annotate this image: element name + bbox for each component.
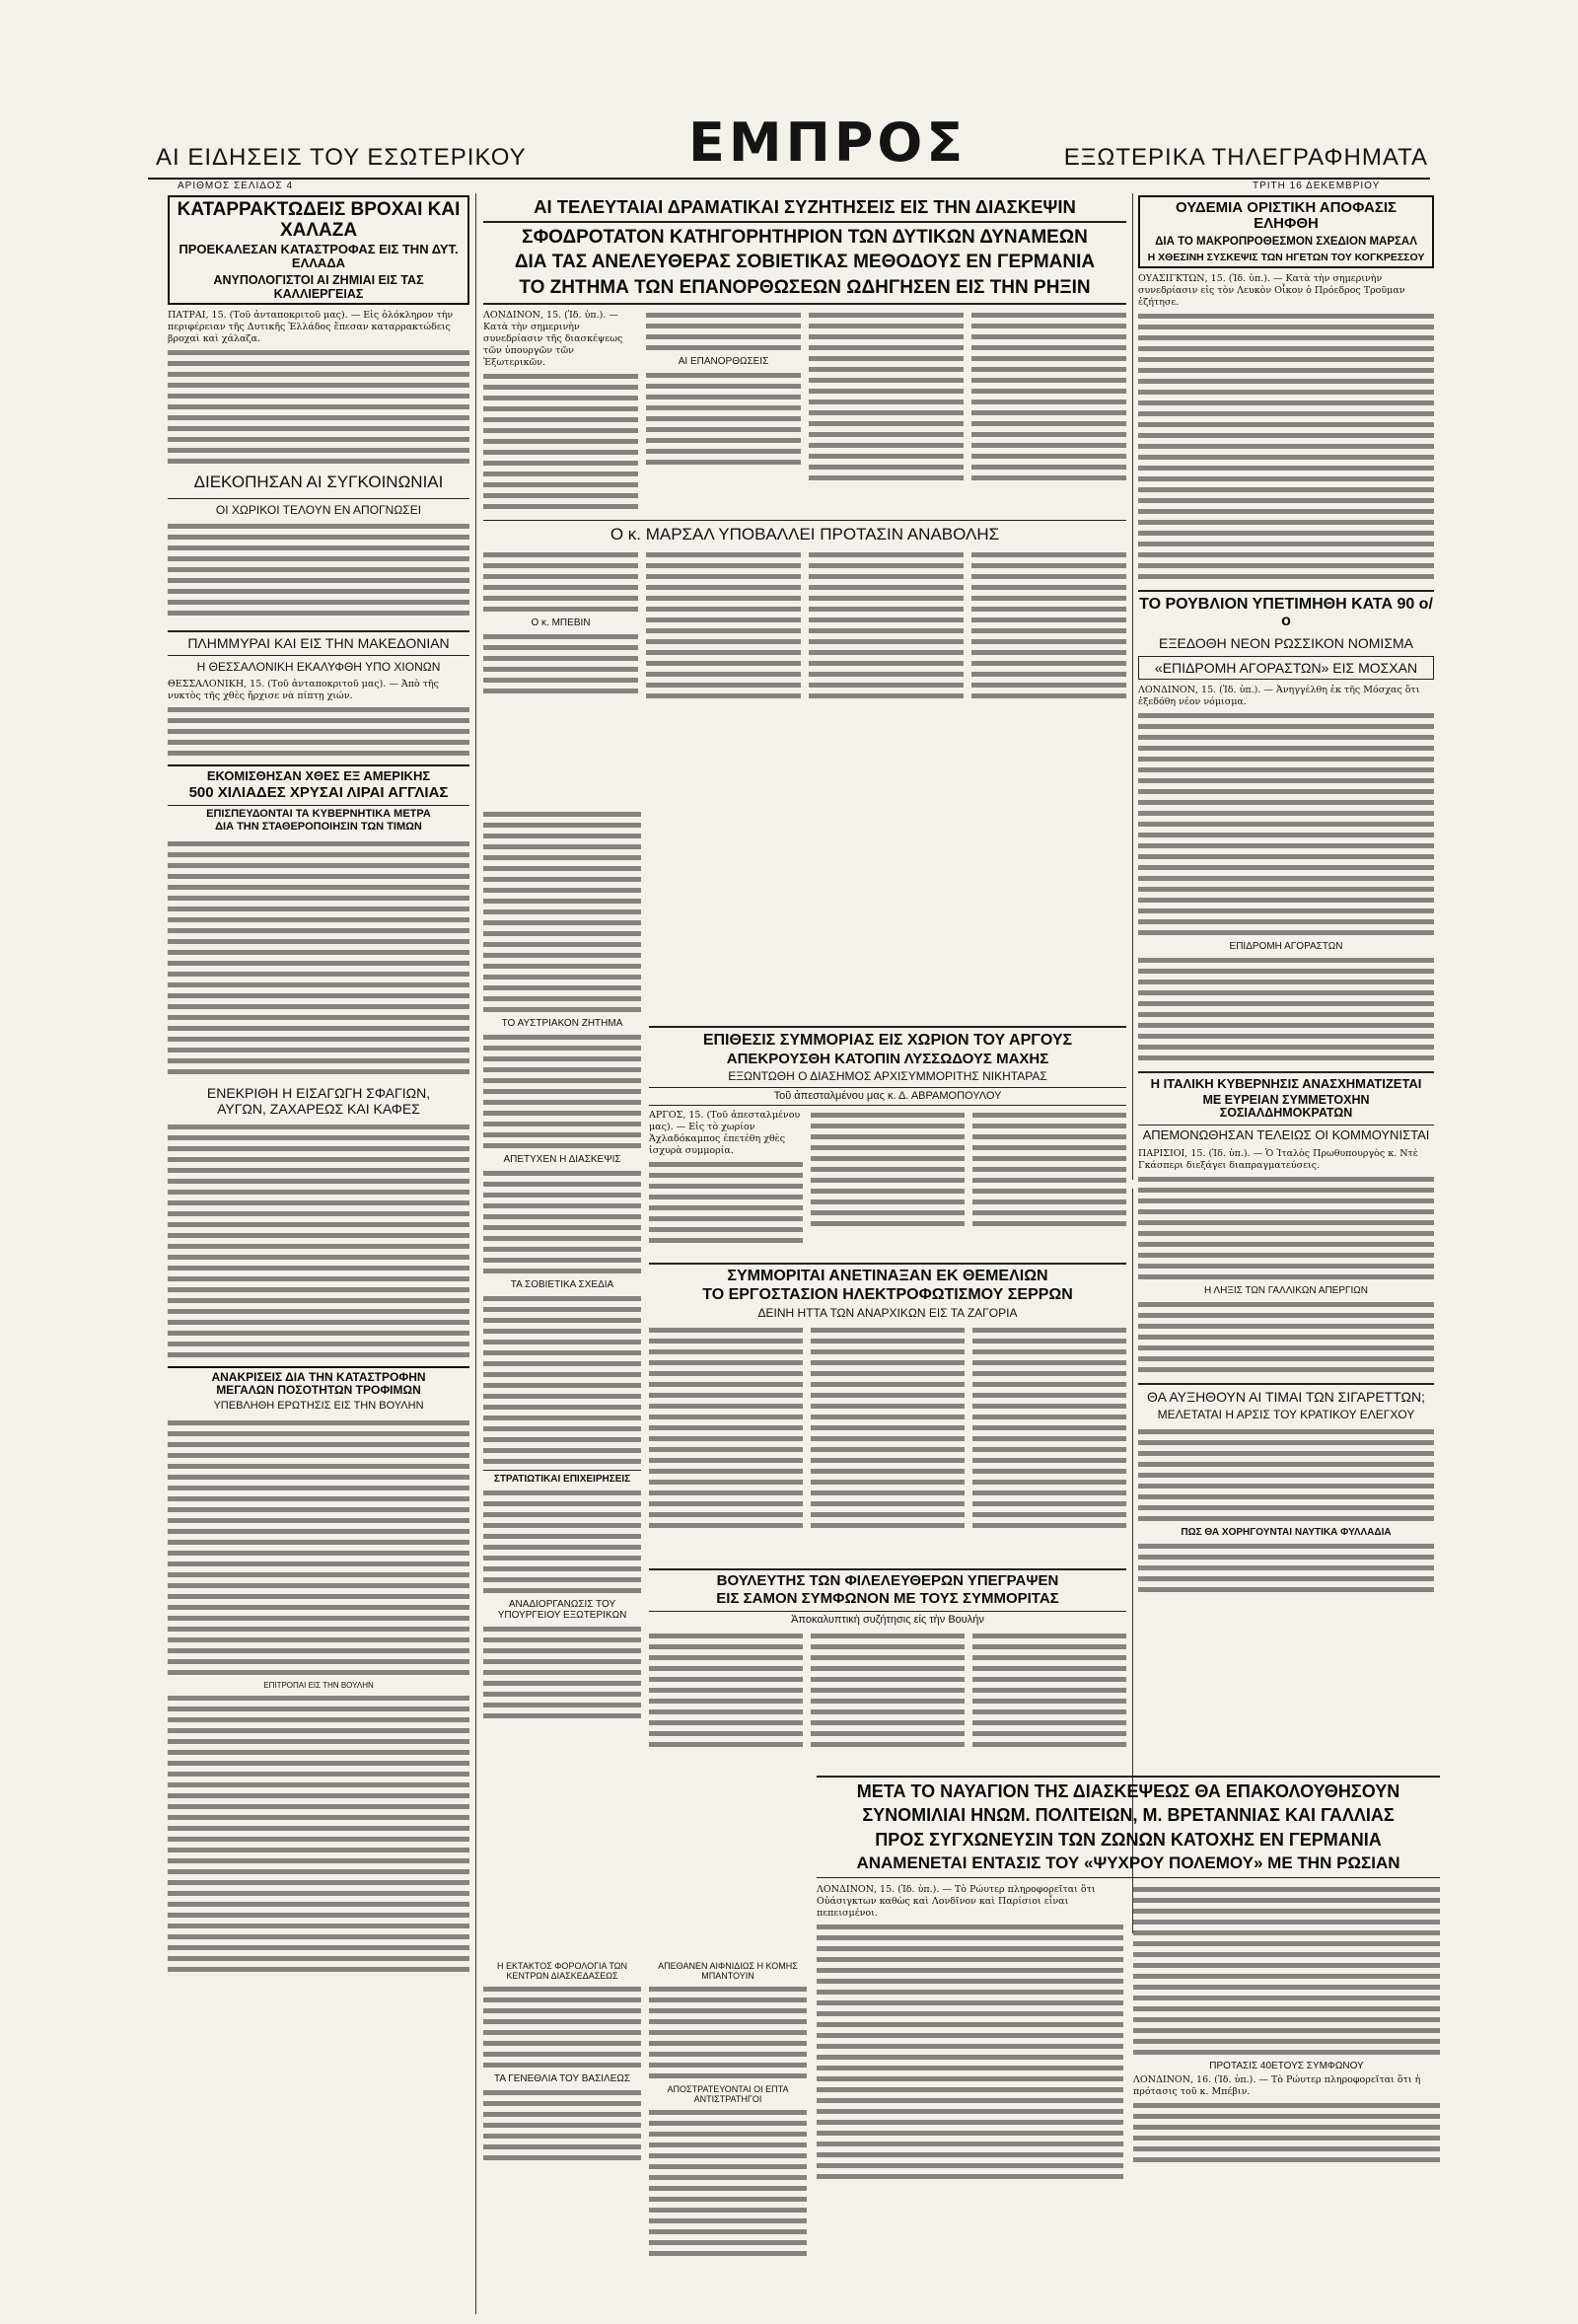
- serres-body-1: [649, 1325, 803, 1531]
- storm-lead: ΠΑΤΡΑΙ, 15. (Τοῦ ἀνταποκριτοῦ μας). — Εἰς ὁλόκληρον τὴν περιφέρειαν τῆς Δυτικῆς Ἑλλάδος ἔπεσαν καταρρακτώδεις βροχαὶ καὶ χάλαζα.: [168, 310, 454, 345]
- serres-col-3: [972, 1325, 1126, 1531]
- deputy-col-3: [972, 1631, 1126, 1750]
- food-headline-2: ΜΕΓΑΛΩΝ ΠΟΣΟΤΗΤΩΝ ΤΡΟΦΙΜΩΝ: [216, 1383, 421, 1398]
- aftermath-headline: ΜΕΤΑ ΤΟ ΝΑΥΑΓΙΟΝ ΤΗΣ ΔΙΑΣΚΕΨΕΩΣ ΘΑ ΕΠΑΚΟΛΟΥΘΗΣΟΥΝ: [817, 1776, 1440, 1801]
- aftermath-columns: [817, 1884, 1440, 2182]
- gold-body: [168, 838, 469, 1077]
- page-number: ΑΡΙΘΜΟΣ ΣΕΛΙΔΟΣ 4: [178, 181, 294, 191]
- deputy-col-1: [649, 1631, 803, 1750]
- argos-lead: ΑΡΓΟΣ, 15. (Τοῦ ἀπεσταλμένου μας). — Εἰς τὸ χωρίον Ἀχλαδόκαμπος ἐπετέθη χθὲς ἰσχυρὰ συμμορία.: [649, 1109, 801, 1156]
- argos-subheadline: ΑΠΕΚΡΟΥΣΘΗ ΚΑΤΟΠΙΝ ΛΥΣΣΩΔΟΥΣ ΜΑΧΗΣ: [726, 1051, 1049, 1068]
- marshall-col-2: [646, 549, 801, 702]
- deputy-columns: [649, 1631, 1126, 1750]
- failure-label: ΑΠΕΤΥΧΕΝ Η ΔΙΑΣΚΕΨΙΣ: [503, 1154, 621, 1165]
- argos-col-3: [972, 1110, 1126, 1246]
- volunteers-body: [649, 2107, 807, 2259]
- column-divider: [475, 193, 476, 2314]
- marshall-body-1: [483, 549, 638, 615]
- cigarette-subheadline: ΜΕΛΕΤΑΤΑΙ Η ΑΡΣΙΣ ΤΟΥ ΚΡΑΤΙΚΟΥ ΕΛΕΓΧΟΥ: [1157, 1407, 1415, 1421]
- buyers-body: [1138, 955, 1434, 1063]
- deputy-body-2: [811, 1631, 965, 1750]
- marshall-plan-subheadline-2: Η ΧΘΕΣΙΝΗ ΣΥΣΚΕΨΙΣ ΤΩΝ ΗΓΕΤΩΝ ΤΟΥ ΚΟΓΚΡΕΣΣΟΥ: [1147, 251, 1425, 263]
- marshall-plan-headline: ΟΥΔΕΜΙΑ ΟΡΙΣΤΙΚΗ ΑΠΟΦΑΣΙΣ ΕΛΗΦΘΗ: [1175, 199, 1398, 233]
- volunteers-label: ΑΠΟΣΤΡΑΤΕΥΟΝΤΑΙ ΟΙ ΕΠΤΑ ΑΝΤΙΣΤΡΑΤΗΓΟΙ: [667, 2084, 789, 2104]
- aftermath-lead: ΛΟΝΔΙΝΟΝ, 15. (Ἰδ. ὑπ.). — Τὸ Ρώυτερ πληροφορεῖται ὅτι Οὐάσιγκτων καθὼς καὶ Λονδῖνον καὶ Παρίσιοι εἶναι πεπεισμένοι.: [817, 1883, 1096, 1919]
- italy-subheadline: ΑΠΕΜΟΝΩΘΗΣΑΝ ΤΕΛΕΙΩΣ ΟΙ ΚΟΜΜΟΥΝΙΣΤΑΙ: [1138, 1125, 1434, 1143]
- italy-lead: ΠΑΡΙΣΙΟΙ, 15. (Ἰδ. ὑπ.). — Ὁ Ἰταλὸς Πρωθυπουργὸς κ. Ντὲ Γκάσπερι διεξάγει διαπραγματεύσεις.: [1138, 1147, 1418, 1171]
- serres-body-3: [972, 1325, 1126, 1531]
- ruble-body: [1138, 710, 1434, 938]
- argos-col-2: [811, 1110, 965, 1246]
- marshall-columns: [483, 549, 1126, 702]
- center-lower-strip: [483, 1958, 641, 2313]
- bourse-label: Η ΕΚΤΑΚΤΟΣ ΦΟΡΟΛΟΓΙΑ ΤΩΝ ΚΕΝΤΡΩΝ ΔΙΑΣΚΕΔΑΣΕΩΣ: [497, 1961, 627, 1981]
- storm-subheadline: ΠΡΟΕΚΑΛΕΣΑΝ ΚΑΤΑΣΤΡΟΦΑΣ ΕΙΣ ΤΗΝ ΔΥΤ. ΕΛΛΑΔΑ: [179, 242, 459, 271]
- proposals-label: ΠΡΟΤΑΣΙΣ 40ΕΤΟΥΣ ΣΥΜΦΩΝΟΥ: [1209, 2060, 1364, 2071]
- villagers-headline: ΟΙ ΧΩΡΙΚΟΙ ΤΕΛΟΥΝ ΕΝ ΑΠΟΓΝΩΣΕΙ: [168, 498, 469, 518]
- marshall-body-2: [483, 631, 638, 696]
- marshall-col-1: [483, 549, 638, 702]
- main-body-4: [809, 310, 964, 483]
- proposals-lead: ΛΟΝΔΙΝΟΝ, 16. (Ἰδ. ὑπ.). — Τὸ Ρώυτερ πληροφορεῖται ὅτι ἡ πρότασις τοῦ κ. Μπέβιν.: [1133, 2073, 1421, 2097]
- marshall-body-3: [646, 549, 801, 702]
- ruble-subheadline-2: «ΕΠΙΔΡΟΜΗ ΑΓΟΡΑΣΤΩΝ» ΕΙΣ ΜΟΣΧΑΝ: [1138, 656, 1434, 680]
- main-subheadline-3: ΤΟ ΖΗΤΗΜΑ ΤΩΝ ΕΠΑΝΟΡΘΩΣΕΩΝ ΩΔΗΓΗΣΕΝ ΕΙΣ ΤΗΝ ΡΗΞΙΝ: [483, 278, 1126, 305]
- buyers-label: ΕΠΙΔΡΟΜΗ ΑΓΟΡΑΣΤΩΝ: [1229, 940, 1343, 952]
- king-label: ΤΑ ΓΕΝΕΘΛΙΑ ΤΟΥ ΒΑΣΙΛΕΩΣ: [493, 2073, 631, 2084]
- cigarette-headline: ΘΑ ΑΥΞΗΘΟΥΝ ΑΙ ΤΙΜΑΙ ΤΩΝ ΣΙΓΑΡΕΤΤΩΝ;: [1138, 1383, 1434, 1405]
- deputy-body-3: [972, 1631, 1126, 1750]
- serres-subheadline: ΔΕΙΝΗ ΗΤΤΑ ΤΩΝ ΑΝΑΡΧΙΚΩΝ ΕΙΣ ΤΑ ΖΑΓΟΡΙΑ: [757, 1305, 1018, 1320]
- import-headline: ΕΝΕΚΡΙΘΗ Η ΕΙΣΑΓΩΓΗ ΣΦΑΓΙΩΝ,: [206, 1085, 431, 1102]
- argos-story: [649, 1026, 1126, 1258]
- navy-body: [1138, 1541, 1434, 1595]
- aftermath-headline-4: ΑΝΑΜΕΝΕΤΑΙ ΕΝΤΑΣΙΣ ΤΟΥ «ΨΥΧΡΟΥ ΠΟΛΕΜΟΥ» ΜΕ ΤΗΝ ΡΩΣΙΑΝ: [817, 1854, 1440, 1877]
- main-story: [483, 195, 1126, 807]
- military-body: [483, 1488, 641, 1596]
- serres-story: [649, 1263, 1126, 1559]
- deputy-headline: ΒΟΥΛΕΥΤΗΣ ΤΩΝ ΦΙΛΕΛΕΥΘΕΡΩΝ ΥΠΕΓΡΑΨΕΝ: [649, 1568, 1126, 1589]
- strike-label: Η ΛΗΞΙΣ ΤΩΝ ΓΑΛΛΙΚΩΝ ΑΠΕΡΓΙΩΝ: [1203, 1284, 1368, 1296]
- argos-byline: Τοῦ ἀπεσταλμένου μας κ. Δ. ΑΒΡΑΜΟΠΟΥΛΟΥ: [649, 1087, 1126, 1106]
- deputy-story: [649, 1568, 1126, 1766]
- gold-headline-2: 500 ΧΙΛΙΑΔΕΣ ΧΡΥΣΑΙ ΛΙΡΑΙ ΑΓΓΛΙΑΣ: [188, 784, 449, 802]
- storm-headline: ΚΑΤΑΡΡΑΚΤΩΔΕΙΣ ΒΡΟΧΑΙ ΚΑΙ ΧΑΛΑΖΑ: [177, 199, 461, 241]
- arrival-label: ΑΠΕΘΑΝΕΝ ΑΙΦΝΙΔΙΩΣ Η ΚΟΜΗΣ ΜΠΑΝΤΟΥΙΝ: [658, 1961, 798, 1981]
- food-headline: ΑΝΑΚΡΙΣΕΙΣ ΔΙΑ ΤΗΝ ΚΑΤΑΣΤΡΟΦΗΝ: [211, 1370, 426, 1385]
- serres-columns: [649, 1325, 1126, 1531]
- aftermath-story: [817, 1776, 1440, 2313]
- soviet-body: [483, 1293, 641, 1467]
- serres-body-2: [811, 1325, 965, 1531]
- marshall-col-3: [809, 549, 964, 702]
- comms-body: [168, 521, 469, 618]
- masthead-rule: [148, 178, 1430, 180]
- deputy-headline-2: ΕΙΣ ΣΑΜΟΝ ΣΥΜΦΩΝΟΝ ΜΕ ΤΟΥΣ ΣΥΜΜΟΡΙΤΑΣ: [716, 1590, 1059, 1608]
- import-headline-2: ΑΥΓΩΝ, ΖΑΧΑΡΕΩΣ ΚΑΙ ΚΑΦΕΣ: [217, 1101, 420, 1118]
- serres-headline: ΣΥΜΜΟΡΙΤΑΙ ΑΝΕΤΙΝΑΞΑΝ ΕΚ ΘΕΜΕΛΙΩΝ: [649, 1263, 1126, 1284]
- argos-col-1: [649, 1110, 803, 1246]
- right-column: [1138, 195, 1434, 1774]
- committees-label: ΕΠΙΤΡΟΠΑΙ ΕΙΣ ΤΗΝ ΒΟΥΛΗΝ: [263, 1681, 374, 1691]
- marshall-headline: Ο κ. ΜΑΡΣΑΛ ΥΠΟΒΑΛΛΕΙ ΠΡΟΤΑΣΙΝ ΑΝΑΒΟΛΗΣ: [483, 520, 1126, 545]
- newspaper-logo: ΕΜΠΡΟΣ: [688, 111, 968, 174]
- king-body: [483, 2087, 641, 2163]
- aftermath-body-1: [817, 1922, 1123, 2182]
- marshall-body-4: [809, 549, 964, 702]
- marshall-plan-headline-box: [1138, 195, 1434, 268]
- main-lead: ΛΟΝΔΙΝΟΝ, 15. (Ἰδ. ὑπ.). — Κατὰ τὴν σημερινὴν συνεδρίασιν τῆς διασκέψεως τῶν ὑπουργῶν τῶν Ἐξωτερικῶν.: [483, 309, 623, 368]
- section-title-foreign: ΕΞΩΤΕΡΙΚΑ ΤΗΛΕΓΡΑΦΗΜΑΤΑ: [1063, 144, 1428, 171]
- ruble-subheadline: ΕΞΕΔΟΘΗ ΝΕΟΝ ΡΩΣΣΙΚΟΝ ΝΟΜΙΣΜΑ: [1159, 634, 1413, 651]
- italy-body: [1138, 1174, 1434, 1282]
- aftermath-col-1: [817, 1884, 1123, 2182]
- masthead: [148, 111, 1430, 174]
- storm-body: [168, 347, 469, 467]
- bevin-label: Ο κ. ΜΠΕΒΙΝ: [531, 617, 591, 629]
- deputy-col-2: [811, 1631, 965, 1750]
- storm-headline-box: [168, 195, 469, 305]
- main-body-3: [646, 370, 801, 468]
- argos-headline: ΕΠΙΘΕΣΙΣ ΣΥΜΜΟΡΙΑΣ ΕΙΣ ΧΩΡΙΟΝ ΤΟΥ ΑΡΓΟΥΣ: [649, 1026, 1126, 1049]
- aftermath-headline-2: ΣΥΝΟΜΙΛΙΑΙ ΗΝΩΜ. ΠΟΛΙΤΕΙΩΝ, Μ. ΒΡΕΤΑΝΝΙΑΣ ΚΑΙ ΓΑΛΛΙΑΣ: [862, 1805, 1395, 1826]
- arrival-body: [649, 1984, 807, 2081]
- deputy-body-1: [649, 1631, 803, 1750]
- gold-subheadline: ΕΠΙΣΠΕΥΔΟΝΤΑΙ ΤΑ ΚΥΒΕΡΝΗΤΙΚΑ ΜΕΤΡΑ: [168, 805, 469, 821]
- gold-headline-block: [168, 764, 469, 834]
- main-body-5: [971, 310, 1126, 483]
- main-body-2: [646, 310, 801, 353]
- reorg-label: ΑΝΑΔΙΟΡΓΑΝΩΣΙΣ ΤΟΥ ΥΠΟΥΡΓΕΙΟΥ ΕΞΩΤΕΡΙΚΩΝ: [497, 1599, 627, 1621]
- marshall-body-5: [971, 549, 1126, 702]
- main-story-col-2: [646, 310, 801, 512]
- argos-body-3: [972, 1110, 1126, 1229]
- military-label: ΣΤΡΑΤΙΩΤΙΚΑΙ ΕΠΙΧΕΙΡΗΣΕΙΣ: [483, 1470, 641, 1485]
- proposals-body: [1133, 2100, 1440, 2165]
- main-subheadline-2: ΔΙΑ ΤΑΣ ΑΝΕΛΕΥΘΕΡΑΣ ΣΟΒΙΕΤΙΚΑΣ ΜΕΘΟΔΟΥΣ ΕΝ ΓΕΡΜΑΝΙΑ: [514, 252, 1096, 273]
- argos-body-2: [811, 1110, 965, 1229]
- section-title-domestic: ΑΙ ΕΙΔΗΣΕΙΣ ΤΟΥ ΕΣΩΤΕΡΙΚΟΥ: [156, 144, 527, 171]
- austria-body: [483, 1032, 641, 1151]
- failure-body: [483, 1168, 641, 1276]
- snow-body: [168, 704, 469, 759]
- comms-headline: ΔΙΕΚΟΠΗΣΑΝ ΑΙ ΣΥΓΚΟΙΝΩΝΙΑΙ: [193, 472, 444, 492]
- aftermath-body-2: [1133, 1884, 1440, 2058]
- argos-columns: [649, 1110, 1126, 1246]
- gold-headline: ΕΚΟΜΙΣΘΗΣΑΝ ΧΘΕΣ ΕΞ ΑΜΕΡΙΚΗΣ: [206, 768, 431, 784]
- main-story-col-4: [971, 310, 1126, 512]
- austria-label: ΤΟ ΑΥΣΤΡΙΑΚΟΝ ΖΗΤΗΜΑ: [501, 1018, 623, 1029]
- deputy-subheadline: Ἀποκαλυπτικὴ συζήτησις εἰς τὴν Βουλήν: [649, 1611, 1126, 1627]
- argos-body-1: [649, 1159, 803, 1246]
- center-left-strip: [483, 809, 641, 1953]
- center-lower-strip-2: [649, 1958, 807, 2313]
- navy-label: ΠΩΣ ΘΑ ΧΟΡΗΓΟΥΝΤΑΙ ΝΑΥΤΙΚΑ ΦΥΛΛΑΔΙΑ: [1181, 1526, 1392, 1538]
- main-headline: ΑΙ ΤΕΛΕΥΤΑΙΑΙ ΔΡΑΜΑΤΙΚΑΙ ΣΥΖΗΤΗΣΕΙΣ ΕΙΣ ΤΗΝ ΔΙΑΣΚΕΨΙΝ: [483, 195, 1126, 223]
- reorg-body: [483, 1624, 641, 1721]
- bourse-body: [483, 1984, 641, 2070]
- serres-col-1: [649, 1325, 803, 1531]
- floods-headline: ΠΛΗΜΜΥΡΑΙ ΚΑΙ ΕΙΣ ΤΗΝ ΜΑΚΕΔΟΝΙΑΝ: [168, 630, 469, 655]
- left-column: [168, 195, 469, 2316]
- food-body: [168, 1417, 469, 1678]
- ruble-lead: ΛΟΝΔΙΝΟΝ, 15. (Ἰδ. ὑπ.). — Ἀνηγγέλθη ἐκ τῆς Μόσχας ὅτι ἐξεδόθη νέον νόμισμα.: [1138, 684, 1420, 707]
- italy-headline-2: ΜΕ ΕΥΡΕΙΑΝ ΣΥΜΜΕΤΟΧΗΝ ΣΟΣΙΑΛΔΗΜΟΚΡΑΤΩΝ: [1202, 1092, 1370, 1121]
- snow-lead: ΘΕΣΣΑΛΟΝΙΚΗ, 15. (Τοῦ ἀνταποκριτοῦ μας). — Ἀπὸ τῆς νυκτὸς τῆς χθὲς ἤρχισε νὰ πίπτῃ χιών.: [168, 679, 439, 702]
- argos-subheadline-2: ΕΞΩΝΤΩΘΗ Ο ΔΙΑΣΗΜΟΣ ΑΡΧΙΣΥΜΜΟΡΙΤΗΣ ΝΙΚΗΤΑΡΑΣ: [728, 1069, 1047, 1084]
- main-story-col-3: [809, 310, 964, 512]
- serres-col-2: [811, 1325, 965, 1531]
- aftermath-col-2: [1133, 1884, 1440, 2182]
- serres-headline-2: ΤΟ ΕΡΓΟΣΤΑΣΙΟΝ ΗΛΕΚΤΡΟΦΩΤΙΣΜΟΥ ΣΕΡΡΩΝ: [702, 1286, 1073, 1304]
- food-headline-block: [168, 1366, 469, 1413]
- reparations-label: ΑΙ ΕΠΑΝΟΡΘΩΣΕΙΣ: [678, 355, 769, 367]
- main-body-1: [483, 371, 638, 512]
- storm-subheadline-2: ΑΝΥΠΟΛΟΓΙΣΤΟΙ ΑΙ ΖΗΜΙΑΙ ΕΙΣ ΤΑΣ ΚΑΛΛΙΕΡΓΕΙΑΣ: [213, 273, 424, 301]
- continuation-body-1: [483, 809, 641, 1015]
- cigarette-body: [1138, 1426, 1434, 1524]
- aftermath-headline-3: ΠΡΟΣ ΣΥΓΧΩΝΕΥΣΙΝ ΤΩΝ ΖΩΝΩΝ ΚΑΤΟΧΗΣ ΕΝ ΓΕΡΜΑΝΙΑ: [875, 1829, 1382, 1850]
- column-divider: [1132, 193, 1133, 1180]
- snow-headline: Η ΘΕΣΣΑΛΟΝΙΚΗ ΕΚΑΛΥΦΘΗ ΥΠΟ ΧΙΟΝΩΝ: [196, 659, 441, 674]
- italy-headline: Η ΙΤΑΛΙΚΗ ΚΥΒΕΡΝΗΣΙΣ ΑΝΑΣΧΗΜΑΤΙΖΕΤΑΙ: [1138, 1071, 1434, 1091]
- gold-subheadline-2: ΔΙΑ ΤΗΝ ΣΤΑΘΕΡΟΠΟΙΗΣΙΝ ΤΩΝ ΤΙΜΩΝ: [215, 821, 422, 834]
- marshall-plan-body: [1138, 311, 1434, 582]
- main-story-col-1: [483, 310, 638, 512]
- ruble-headline: ΤΟ ΡΟΥΒΛΙΟΝ ΥΠΕΤΙΜΗΘΗ ΚΑΤΑ 90 ο/ο: [1138, 590, 1434, 630]
- strike-body: [1138, 1299, 1434, 1375]
- food-subheadline: ΥΠΕΒΛΗΘΗ ΕΡΩΤΗΣΙΣ ΕΙΣ ΤΗΝ ΒΟΥΛΗΝ: [213, 1400, 424, 1413]
- committees-body: [168, 1693, 469, 1975]
- main-story-columns: [483, 310, 1126, 512]
- marshall-plan-lead: ΟΥΑΣΙΓΚΤΩΝ, 15. (Ἰδ. ὑπ.). — Κατὰ τὴν σημερινὴν συνεδρίασιν εἰς τὸν Λευκὸν Οἶκον ὁ Πρόεδρος Τροῦμαν ἐζήτησε.: [1138, 273, 1405, 309]
- soviet-label: ΤΑ ΣΟΒΙΕΤΙΚΑ ΣΧΕΔΙΑ: [510, 1279, 614, 1290]
- main-subheadline: ΣΦΟΔΡΟΤΑΤΟΝ ΚΑΤΗΓΟΡΗΤΗΡΙΟΝ ΤΩΝ ΔΥΤΙΚΩΝ ΔΥΝΑΜΕΩΝ: [522, 226, 1088, 248]
- issue-date: ΤΡΙΤΗ 16 ΔΕΚΕΜΒΡΙΟΥ: [1253, 181, 1381, 191]
- marshall-plan-subheadline: ΔΙΑ ΤΟ ΜΑΚΡΟΠΡΟΘΕΣΜΟΝ ΣΧΕΔΙΟΝ ΜΑΡΣΑΛ: [1155, 236, 1417, 249]
- import-body: [168, 1122, 469, 1360]
- marshall-col-4: [971, 549, 1126, 702]
